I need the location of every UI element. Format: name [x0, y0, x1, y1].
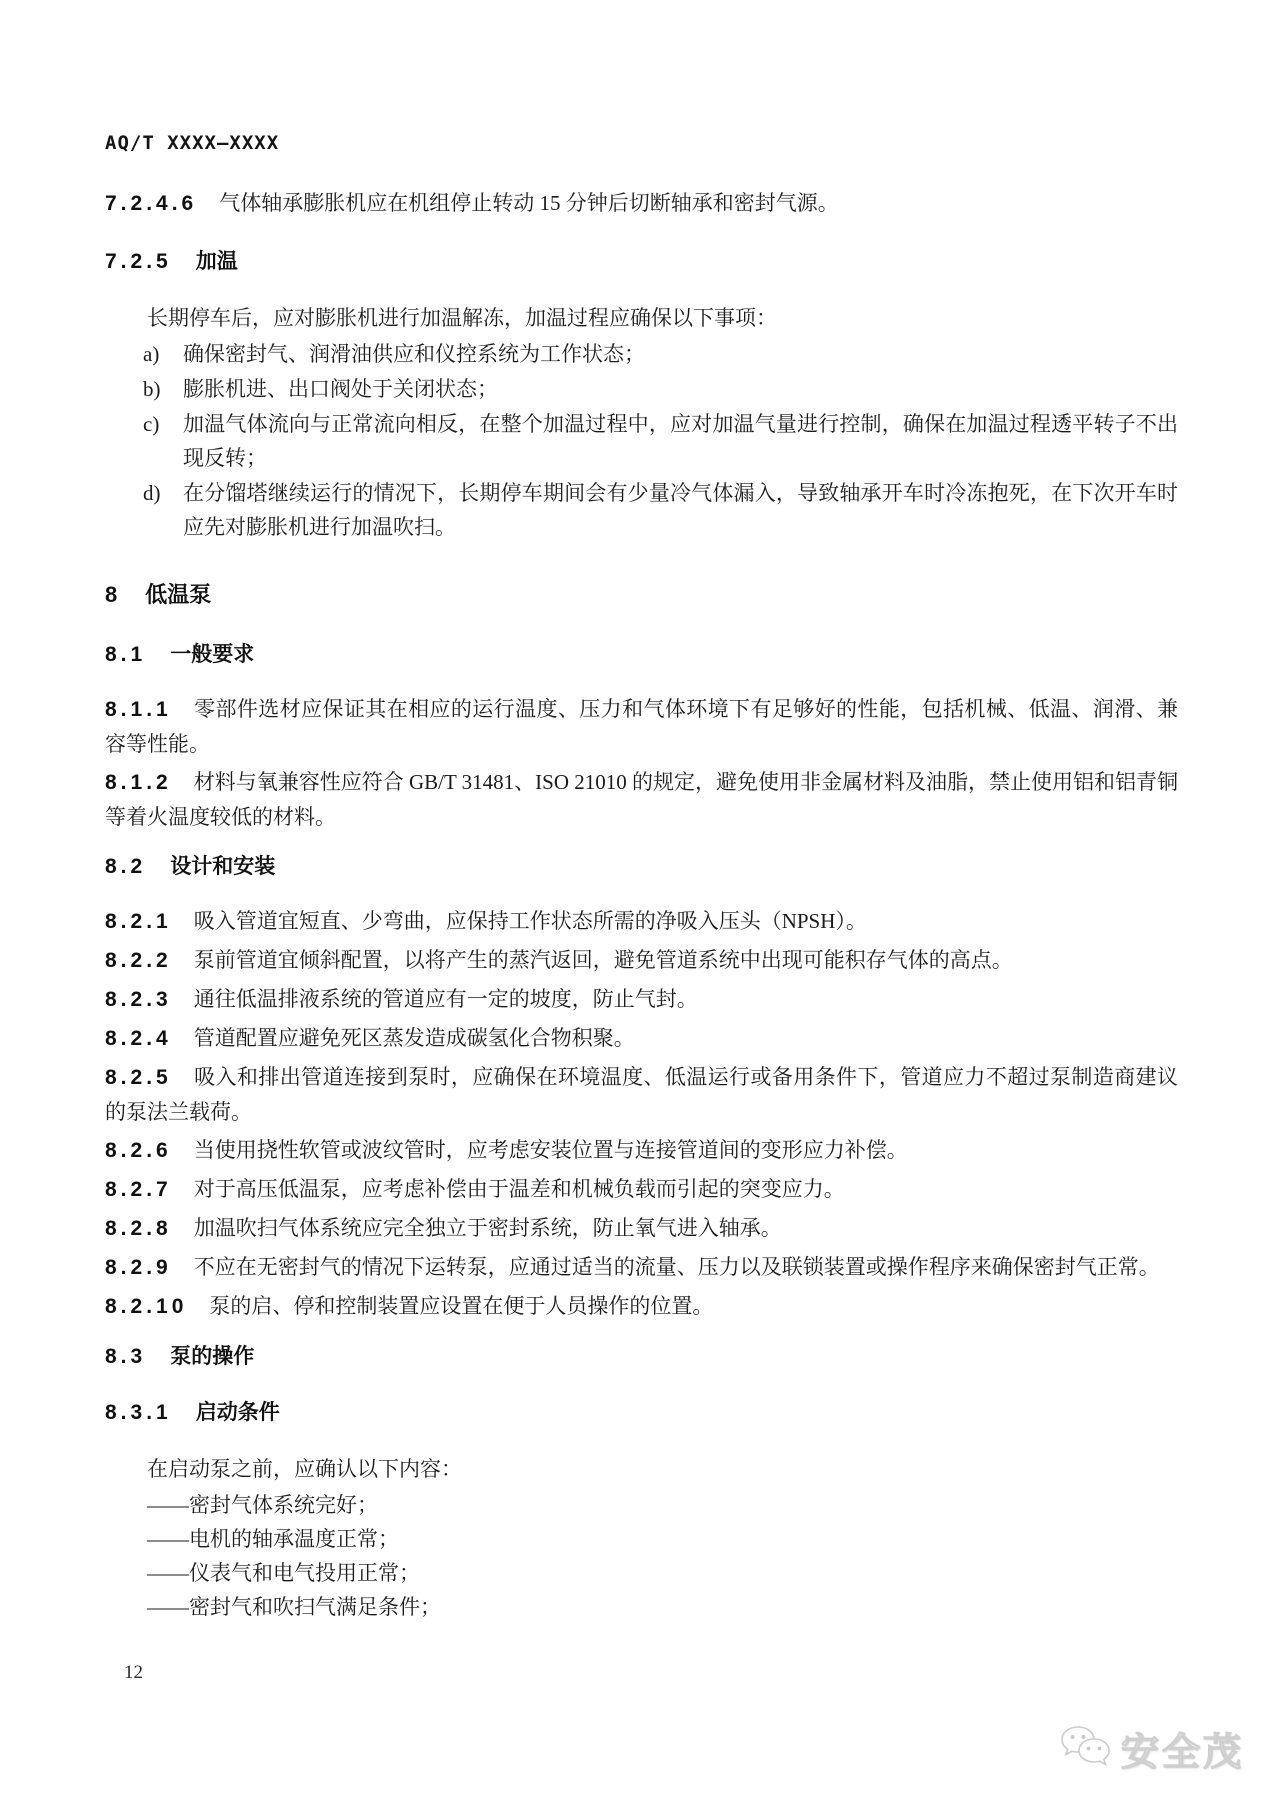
document-code-header: AQ/T XXXX—XXXX [105, 132, 280, 154]
dash-prefix: —— [147, 1595, 189, 1619]
clause-8-2-4 [105, 1021, 1178, 1056]
list-item-text: 膨胀机进、出口阀处于关闭状态； [183, 377, 498, 401]
clause-8-2-1 [105, 904, 1178, 939]
section-heading-8-3 [105, 1342, 1178, 1372]
section-heading-8-3-1 [105, 1398, 1178, 1428]
dash-prefix: —— [147, 1561, 189, 1585]
list-item-label: a) [143, 342, 160, 366]
clause-text: 材料与氧兼容性应符合 GB/T 31481、ISO 21010 的规定，避免使用非金属材料及油脂，禁止使用铝和铝青铜等着火温度较低的材料。 [105, 770, 1179, 829]
list-item-alpha [105, 337, 1178, 371]
section-heading-8-2 [105, 852, 1178, 882]
list-item-text: 仪表气和电气投用正常； [189, 1561, 420, 1585]
section-title: 加温 [195, 250, 238, 273]
section-heading-7-2-5 [105, 247, 1178, 277]
paragraph: 长期停车后，应对膨胀机进行加温解冻，加温过程应确保以下事项： [147, 306, 777, 330]
clause-number: 8.2.6 [105, 1139, 172, 1162]
list-item-text: 在分馏塔继续运行的情况下，长期停车期间会有少量冷气体漏入，导致轴承开车时冷冻抱死，在下次开车时应先对膨胀机进行加温吹扫。 [183, 481, 1178, 539]
clause-text: 不应在无密封气的情况下运转泵，应通过适当的流量、压力以及联锁装置或操作程序来确保密封气正常。 [193, 1255, 1160, 1279]
section-title: 低温泵 [145, 582, 212, 607]
list-item-text: 电机的轴承温度正常； [189, 1527, 399, 1551]
clause-8-2-7 [105, 1172, 1178, 1207]
clause-8-1-1 [105, 692, 1178, 761]
document-body [105, 186, 1178, 1624]
list-item-label: d) [143, 481, 161, 505]
section-heading-8-1 [105, 640, 1178, 670]
clause-8-2-3 [105, 982, 1178, 1017]
clause-number: 8.2.3 [105, 988, 172, 1011]
list-item-alpha [105, 476, 1178, 544]
clause-text: 气体轴承膨胀机应在机组停止转动 15 分钟后切断轴承和密封气源。 [219, 191, 839, 215]
section-title: 启动条件 [195, 1401, 280, 1424]
section-number: 8 [105, 582, 122, 607]
clause-number: 8.2.5 [105, 1066, 172, 1089]
paragraph: 在启动泵之前，应确认以下内容： [147, 1457, 462, 1481]
clause-number: 8.2.7 [105, 1178, 172, 1201]
clause-number: 8.2.1 [105, 910, 172, 933]
list-item-dash [105, 1522, 1178, 1556]
clause-number: 8.2.9 [105, 1256, 172, 1279]
section-number: 8.3.1 [105, 1401, 172, 1424]
dash-prefix: —— [147, 1527, 189, 1551]
section-title: 泵的操作 [170, 1345, 255, 1368]
list-item-alpha [105, 407, 1178, 475]
section-number: 8.2 [105, 855, 147, 878]
clause-7-2-4-6 [105, 186, 1178, 221]
clause-number: 8.2.8 [105, 1217, 172, 1240]
clause-text: 当使用挠性软管或波纹管时，应考虑安装位置与连接管道间的变形应力补偿。 [193, 1138, 908, 1162]
section-title: 设计和安装 [170, 855, 276, 878]
list-item-text: 密封气体系统完好； [189, 1493, 378, 1517]
clause-number: 8.2.10 [105, 1295, 188, 1318]
watermark [1057, 1721, 1244, 1776]
clause-8-2-8 [105, 1211, 1178, 1246]
clause-text: 泵前管道宜倾斜配置，以将产生的蒸汽返回，避免管道系统中出现可能积存气体的高点。 [193, 948, 1013, 972]
section-heading-8 [105, 580, 1178, 610]
clause-8-2-9 [105, 1250, 1178, 1285]
wechat-chat-bubbles-icon [1057, 1723, 1115, 1775]
clause-text: 泵的启、停和控制装置应设置在便于人员操作的位置。 [209, 1294, 714, 1318]
list-item-alpha [105, 372, 1178, 406]
clause-number: 8.1.2 [105, 771, 172, 794]
clause-8-1-2 [105, 765, 1178, 834]
clause-number: 8.2.2 [105, 949, 172, 972]
clause-text: 吸入管道宜短直、少弯曲，应保持工作状态所需的净吸入压头（NPSH）。 [193, 909, 867, 933]
clause-text: 吸入和排出管道连接到泵时，应确保在环境温度、低温运行或备用条件下，管道应力不超过泵制造商建议的泵法兰载荷。 [105, 1065, 1178, 1124]
clause-text: 管道配置应避免死区蒸发造成碳氢化合物积聚。 [193, 1026, 635, 1050]
list-item-label: c) [143, 412, 160, 436]
list-item-dash [105, 1488, 1178, 1522]
clause-8-2-5 [105, 1060, 1178, 1129]
clause-8-2-6 [105, 1133, 1178, 1168]
list-item-text: 加温气体流向与正常流向相反，在整个加温过程中，应对加温气量进行控制，确保在加温过程透平转子不出现反转； [183, 412, 1178, 470]
clause-text: 通往低温排液系统的管道应有一定的坡度，防止气封。 [193, 987, 698, 1011]
watermark-label: 安全茂 [1120, 1732, 1244, 1774]
section-number: 7.2.5 [105, 250, 172, 273]
clause-text: 零部件选材应保证其在相应的运行温度、压力和气体环境下有足够好的性能，包括机械、低温、润滑、兼容等性能。 [105, 697, 1178, 756]
clause-8-2-2 [105, 943, 1178, 978]
dash-prefix: —— [147, 1493, 189, 1517]
list-item-label: b) [143, 377, 161, 401]
clause-text: 加温吹扫气体系统应完全独立于密封系统，防止氧气进入轴承。 [193, 1216, 782, 1240]
section-title: 一般要求 [170, 643, 255, 666]
clause-number: 7.2.4.6 [105, 192, 198, 215]
clause-number: 8.2.4 [105, 1027, 172, 1050]
list-item-text: 确保密封气、润滑油供应和仪控系统为工作状态； [183, 342, 645, 366]
list-item-dash [105, 1590, 1178, 1624]
clause-number: 8.1.1 [105, 698, 172, 721]
list-item-dash [105, 1556, 1178, 1590]
clause-text: 对于高压低温泵，应考虑补偿由于温差和机械负载而引起的突变应力。 [193, 1177, 845, 1201]
section-number: 8.1 [105, 643, 147, 666]
list-item-text: 密封气和吹扫气满足条件； [189, 1595, 441, 1619]
clause-8-2-10 [105, 1289, 1178, 1324]
page-number: 12 [124, 1662, 143, 1683]
section-number: 8.3 [105, 1345, 147, 1368]
